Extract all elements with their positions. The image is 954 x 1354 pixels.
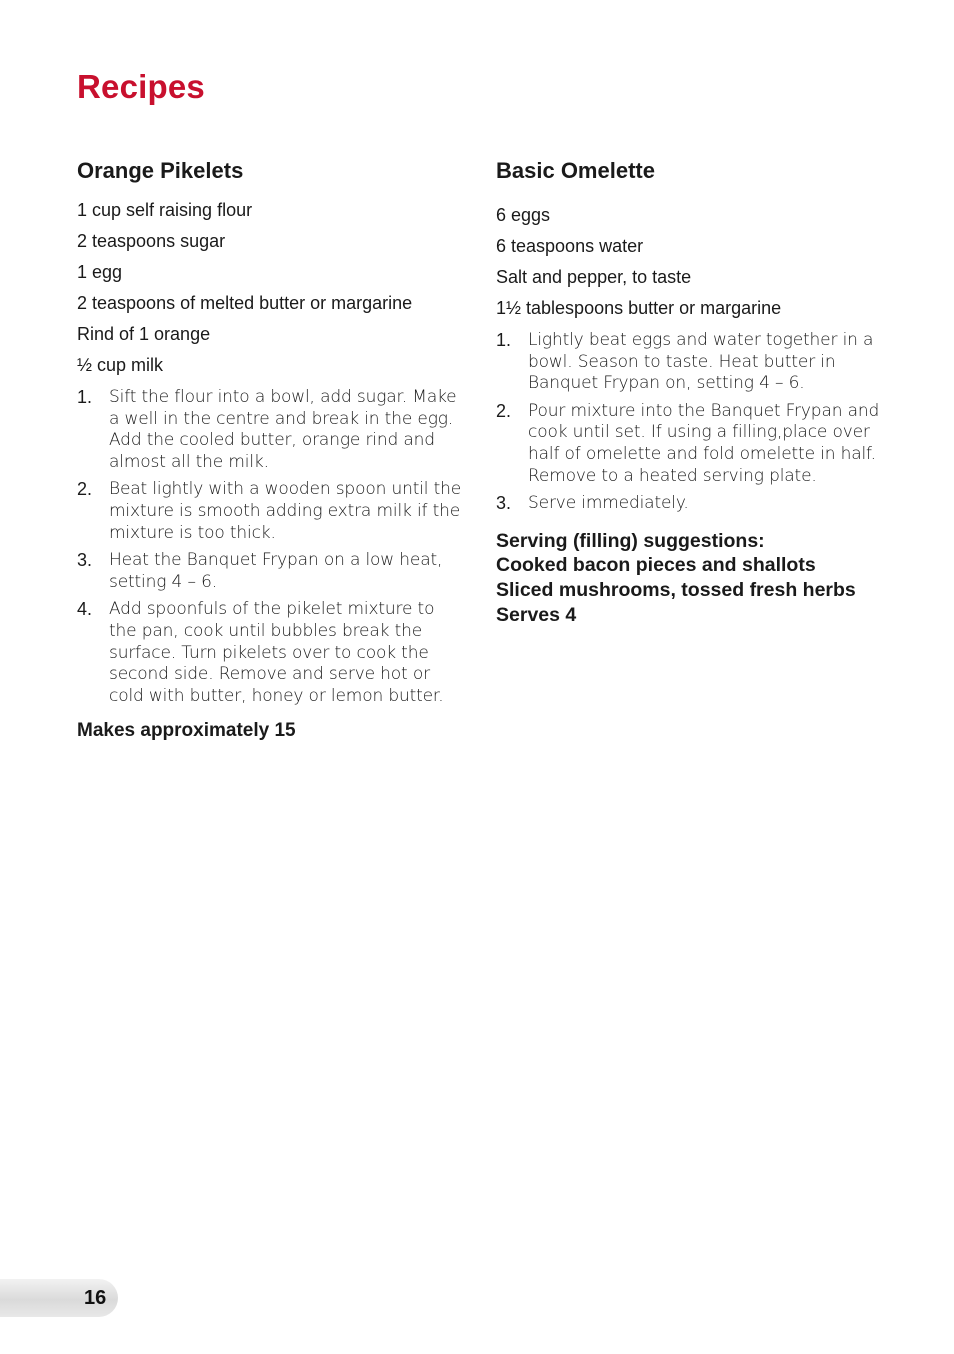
step-number: 3. [496,493,512,514]
method-step [77,387,462,473]
ingredient-item: 6 teaspoons water [496,236,644,256]
method-step [496,493,881,515]
page-title: Recipes [77,68,205,105]
step-number: 4. [77,599,93,620]
ingredient-item: 1 egg [77,262,123,282]
method-step [77,599,462,707]
page-number: 16 [84,1287,107,1309]
yield-note: Makes approximately 15 [77,720,296,742]
serves-note: Serves 4 [496,603,577,626]
ingredient-item: ½ cup milk [77,355,164,375]
ingredient-item: 2 teaspoons of melted butter or margarine [77,293,413,313]
step-text: Add spoonfuls of the pikelet mixture to the pan, cook until bubbles break the surface. Turn pikelets over to cook the second side. Remove and serve hot or cold with butter, honey or lemon butter. [109,599,444,706]
step-text: Beat lightly with a wooden spoon until the mixture is smooth adding extra milk if the mixture is too thick. [109,479,462,543]
step-number: 1. [77,387,93,407]
step-number: 1. [496,330,512,350]
ingredient-item: 1 cup self raising flour [77,200,253,220]
ingredient-list [496,204,881,319]
step-text: Pour mixture into the Banquet Frypan and cook until set. If using a filling,place over half of omelette and fold omelette in half. Remove to a heated serving plate. [528,400,880,486]
method-steps [496,330,881,515]
recipe-title: Orange Pikelets [77,158,244,183]
ingredient-list [77,199,462,376]
ingredient-item: Salt and pepper, to taste [496,267,692,287]
ingredient-item: 6 eggs [496,205,551,225]
ingredient-item: 1½ tablespoons butter or margarine [496,298,782,318]
method-step [496,401,881,487]
suggestion-heading: Serving (filling) suggestions: [496,529,765,552]
serving-suggestions [496,529,881,627]
recipe-title: Basic Omelette [496,158,655,183]
step-number: 2. [496,400,512,421]
step-number: 2. [77,479,93,500]
suggestion-item: Sliced mushrooms, tossed fresh herbs [496,578,856,601]
method-step [496,330,881,395]
recipe-orange-pikelets [77,155,462,743]
ingredient-item: Rind of 1 orange [77,324,211,344]
step-number: 3. [77,550,93,571]
step-text: Lightly beat eggs and water together in a bowl. Season to taste. Heat butter in Banquet Frypan on, setting 4 – 6. [528,330,874,394]
recipe-basic-omelette [496,155,881,627]
step-text: Heat the Banquet Frypan on a low heat, setting 4 – 6. [109,550,443,592]
step-text: Serve immediately. [528,493,689,514]
method-step [77,479,462,544]
ingredient-item: 2 teaspoons sugar [77,231,226,251]
suggestion-item: Cooked bacon pieces and shallots [496,554,816,577]
method-steps [77,387,462,707]
method-step [77,550,462,593]
step-text: Sift the flour into a bowl, add sugar. Make a well in the centre and break in the egg. Add the cooled butter, orange rind and almost all the milk. [109,387,457,472]
